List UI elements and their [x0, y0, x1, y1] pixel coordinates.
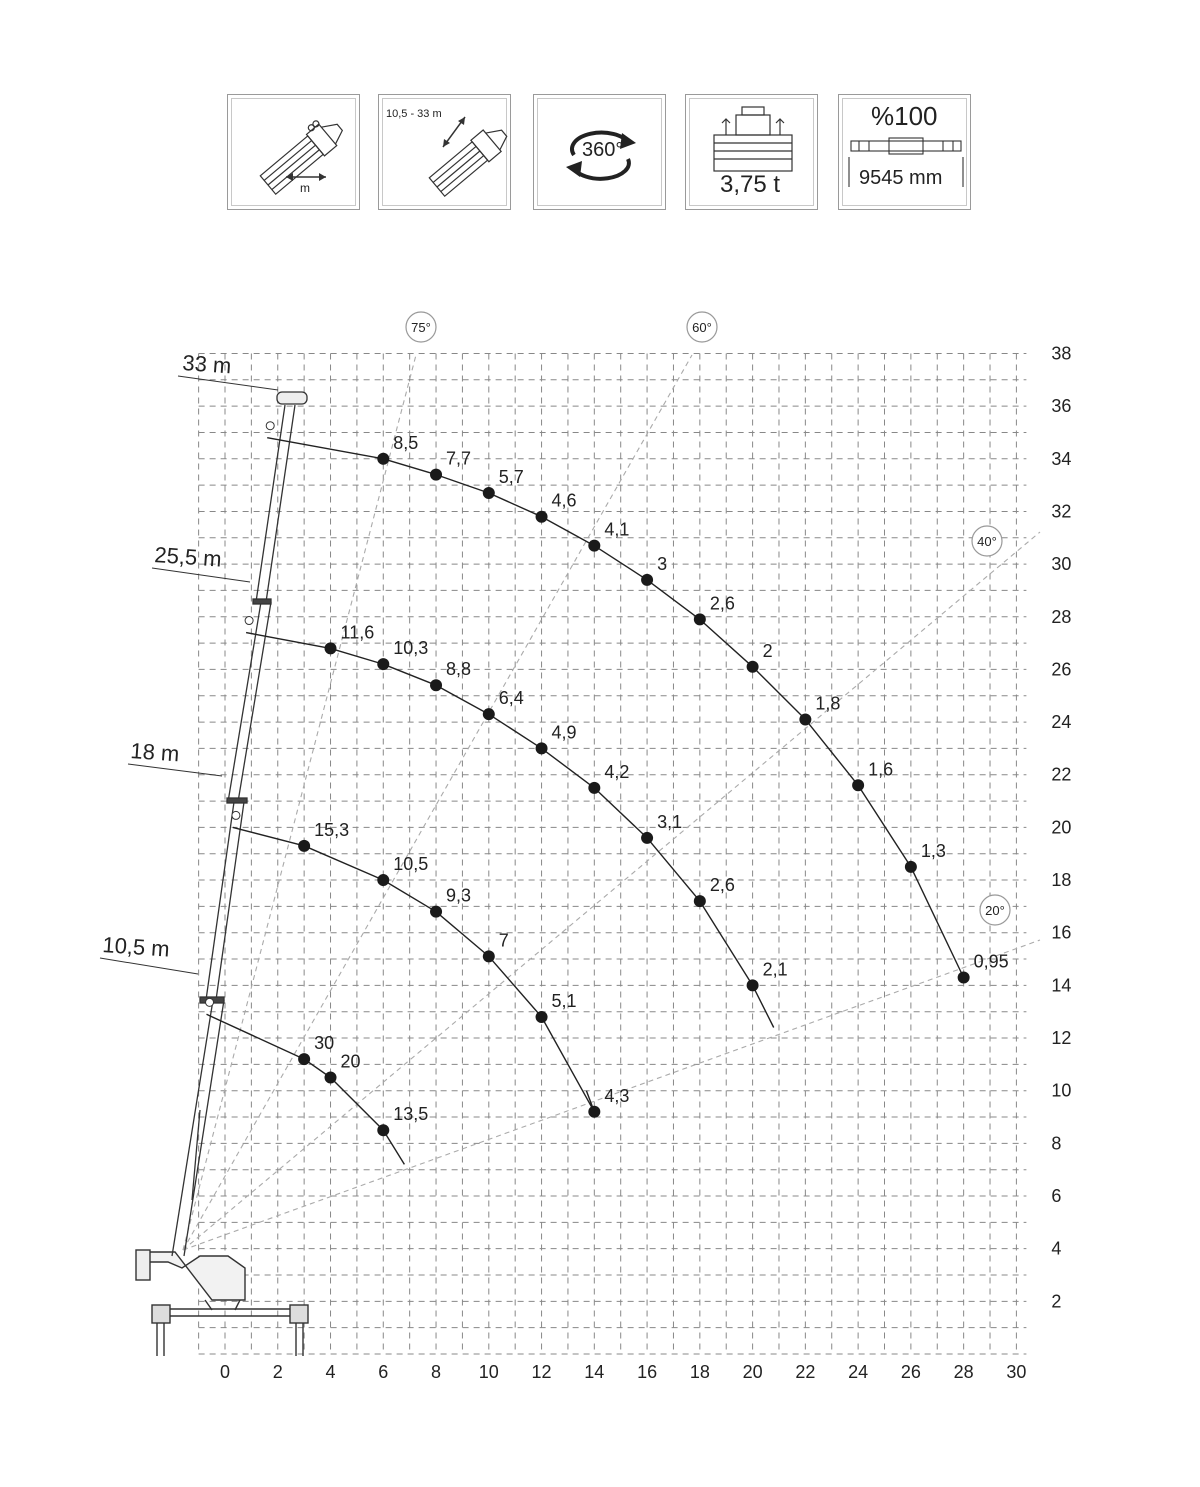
load-point — [694, 613, 706, 625]
y-tick-label: 4 — [1051, 1238, 1062, 1259]
load-point — [430, 906, 442, 918]
load-curve — [267, 438, 963, 978]
boom-reach-label: m — [300, 181, 310, 195]
x-tick-label: 24 — [848, 1362, 869, 1382]
load-point-label: 13,5 — [393, 1104, 429, 1125]
x-tick-label: 2 — [272, 1362, 283, 1382]
load-point-label: 10,5 — [393, 854, 429, 875]
load-point-label: 8,8 — [446, 659, 472, 680]
load-point — [377, 658, 389, 670]
x-tick-label: 12 — [531, 1362, 552, 1382]
load-point — [536, 511, 548, 523]
load-point-label: 1,8 — [815, 693, 841, 714]
load-point — [325, 642, 337, 654]
angle-label: 20° — [985, 903, 1005, 918]
load-point-label: 2,6 — [709, 875, 735, 896]
x-tick-label: 18 — [689, 1362, 710, 1382]
load-point-label: 6,4 — [498, 688, 524, 709]
load-curve — [207, 1014, 405, 1164]
boom-length-label: 25,5 m — [153, 542, 223, 572]
angle-label: 40° — [977, 534, 997, 549]
x-tick-label: 20 — [742, 1362, 763, 1382]
load-point-label: 4,6 — [551, 490, 577, 511]
load-point-label: 7,7 — [446, 448, 472, 469]
load-point — [694, 895, 706, 907]
load-point-label: 2,1 — [762, 959, 788, 980]
angle-label: 75° — [411, 320, 431, 335]
x-tick-label: 30 — [1006, 1362, 1027, 1382]
load-point-label: 3 — [657, 553, 668, 574]
load-point-label: 15,3 — [314, 819, 350, 840]
load-point — [377, 1124, 389, 1136]
load-point-label: 4,3 — [604, 1085, 630, 1106]
load-point-label: 11,6 — [340, 622, 375, 643]
y-tick-label: 12 — [1051, 1028, 1072, 1049]
x-tick-label: 16 — [637, 1362, 658, 1382]
load-point — [298, 840, 310, 852]
load-point — [588, 782, 600, 794]
boom-leader — [100, 958, 198, 974]
load-point — [958, 971, 970, 983]
hook-marker — [206, 998, 214, 1006]
x-tick-label: 26 — [900, 1362, 921, 1382]
load-point-label: 5,1 — [551, 990, 577, 1011]
load-point-label: 5,7 — [498, 467, 524, 488]
load-series — [206, 422, 1009, 1165]
y-tick-label: 8 — [1051, 1133, 1062, 1154]
load-point-label: 20 — [340, 1051, 361, 1072]
outrigger-width-label: 9545 mm — [859, 167, 943, 189]
y-tick-label: 32 — [1051, 501, 1072, 522]
hook-marker — [232, 811, 240, 819]
load-point — [483, 487, 495, 499]
load-point — [430, 469, 442, 481]
y-tick-label: 36 — [1051, 396, 1072, 417]
x-tick-label: 22 — [795, 1362, 816, 1382]
y-tick-label: 10 — [1051, 1080, 1072, 1101]
outrigger-percent-label: %100 — [871, 101, 938, 131]
load-point — [905, 861, 917, 873]
angle-ray — [183, 355, 419, 1250]
rotation-label: 360° — [582, 139, 624, 161]
load-point — [641, 574, 653, 586]
y-tick-label: 26 — [1051, 659, 1072, 680]
angle-ray — [183, 532, 1040, 1250]
load-point — [588, 540, 600, 552]
load-point — [483, 950, 495, 962]
load-point — [377, 874, 389, 886]
x-tick-label: 28 — [953, 1362, 974, 1382]
load-point — [852, 779, 864, 791]
y-tick-label: 38 — [1051, 343, 1072, 364]
load-point — [430, 679, 442, 691]
x-tick-label: 8 — [431, 1362, 442, 1382]
load-point-label: 7 — [498, 930, 509, 951]
y-tick-label: 20 — [1051, 817, 1072, 838]
y-tick-label: 30 — [1051, 554, 1072, 575]
load-point-label: 9,3 — [446, 885, 472, 906]
load-point-label: 0,95 — [973, 951, 1009, 972]
y-tick-label: 2 — [1051, 1291, 1062, 1312]
load-point — [325, 1072, 337, 1084]
y-tick-label: 22 — [1051, 764, 1072, 785]
load-point-label: 2 — [762, 640, 773, 661]
load-point-label: 1,6 — [868, 759, 894, 780]
hook-marker — [266, 422, 274, 430]
boom-length-label: 18 m — [129, 738, 181, 767]
load-point — [377, 453, 389, 465]
load-point — [747, 979, 759, 991]
hook-marker — [245, 617, 253, 625]
boom-length-label: 10,5 - 33 m — [386, 108, 442, 120]
x-tick-label: 6 — [378, 1362, 389, 1382]
load-point-label: 4,1 — [604, 519, 630, 540]
y-tick-label: 18 — [1051, 870, 1072, 891]
load-point — [483, 708, 495, 720]
load-point — [641, 832, 653, 844]
load-point-label: 1,3 — [920, 840, 946, 861]
capacity-label: 3,75 t — [720, 171, 781, 198]
y-tick-label: 16 — [1051, 922, 1072, 943]
load-point — [536, 1011, 548, 1023]
load-point-label: 3,1 — [657, 811, 683, 832]
load-point — [536, 742, 548, 754]
load-point — [588, 1106, 600, 1118]
y-tick-label: 24 — [1051, 712, 1072, 733]
y-tick-label: 14 — [1051, 975, 1072, 996]
x-tick-label: 14 — [584, 1362, 605, 1382]
y-tick-label: 28 — [1051, 606, 1072, 627]
load-point-label: 10,3 — [393, 638, 429, 659]
y-tick-label: 34 — [1051, 448, 1072, 469]
x-tick-label: 10 — [478, 1362, 499, 1382]
x-tick-label: 0 — [219, 1362, 231, 1382]
load-point-label: 4,9 — [551, 722, 577, 743]
angle-ray — [183, 355, 692, 1250]
boom-length-label: 33 m — [181, 350, 233, 379]
load-point — [799, 713, 811, 725]
load-point-label: 8,5 — [393, 432, 419, 453]
x-tick-label: 4 — [325, 1362, 336, 1382]
load-point — [747, 661, 759, 673]
load-point-label: 4,2 — [604, 761, 630, 782]
crane-drawing — [136, 392, 308, 1356]
angle-label: 60° — [692, 320, 712, 335]
load-point-label: 2,6 — [709, 593, 735, 614]
y-tick-label: 6 — [1051, 1186, 1062, 1207]
load-point — [298, 1053, 310, 1065]
boom-length-label: 10,5 m — [101, 932, 171, 962]
load-point-label: 30 — [314, 1033, 335, 1054]
